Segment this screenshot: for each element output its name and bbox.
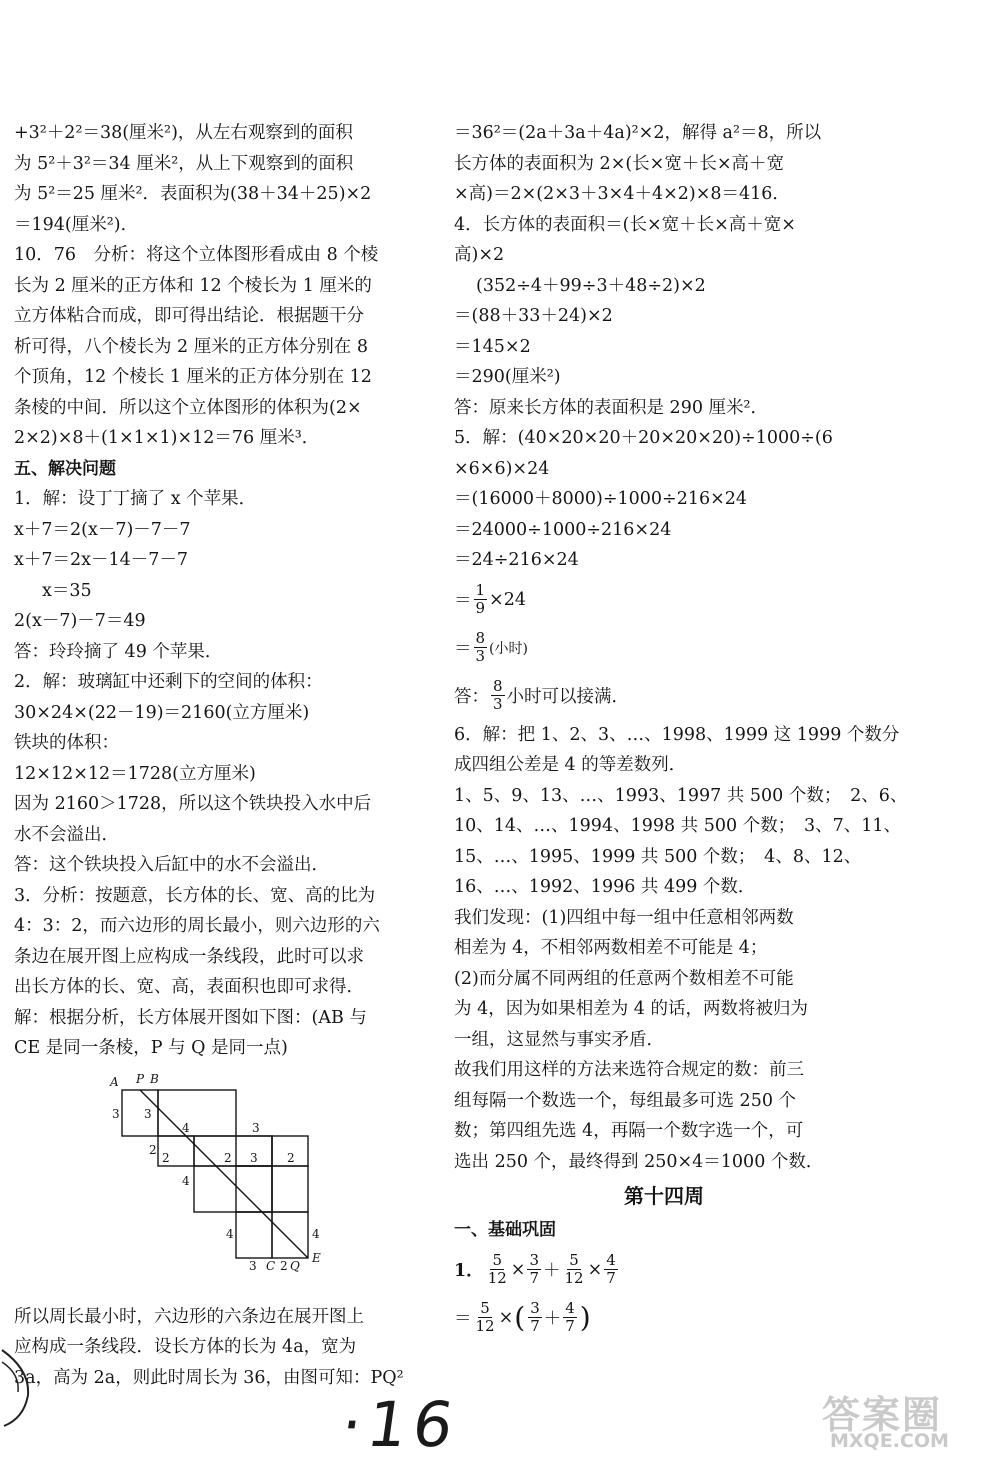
text-line: ×高)＝2×(2×3＋3×4＋4×2)×8＝416．	[454, 184, 790, 204]
denominator: 7	[529, 1269, 539, 1287]
equation-line: ＝(16000＋8000)÷1000÷216×24	[454, 489, 748, 509]
operator: ＋	[543, 1309, 562, 1329]
text-line: 因为 2160＞1728，所以这个铁块投入水中后	[14, 794, 372, 814]
operator: ×	[498, 1307, 514, 1328]
net-face	[272, 1212, 308, 1258]
label-number: 2	[162, 1150, 170, 1165]
frac-prefix: ＝	[454, 591, 472, 611]
denominator: 12	[487, 1269, 507, 1287]
net-face	[236, 1166, 272, 1212]
fraction	[474, 630, 488, 665]
question-3: 3．分析：按题意，长方体的长、宽、高的比为	[14, 885, 376, 906]
text-line: 长方体的表面积为 2×(长×宽＋长×高＋宽	[454, 153, 785, 174]
question-5: 5．解：(40×20×20＋20×20×20)÷1000÷(6	[454, 428, 833, 448]
label-number: 4	[226, 1226, 234, 1241]
net-svg	[104, 1070, 334, 1298]
text-line: 相差为 4，不相邻两数相差不可能是 4；	[454, 938, 768, 958]
text-line: ＝194(厘米²)．	[14, 214, 139, 235]
text-line: +3²＋2²＝38(厘米²)，从左右观察到的面积	[14, 123, 353, 143]
label-number: 2	[280, 1258, 288, 1273]
section-heading: 五、解决问题	[14, 458, 116, 479]
text-line: (2)而分属不同两组的任意两个数相差不可能	[454, 968, 794, 989]
equation-line: ＝290(厘米²)	[454, 367, 561, 387]
numerator: 8	[493, 677, 503, 695]
equation-line: 12×12×12＝1728(立方厘米)	[14, 763, 256, 784]
numerator: 5	[492, 1251, 502, 1269]
label-A: A	[110, 1074, 119, 1089]
diagonal-line	[140, 1090, 308, 1258]
equation-line: ＝24÷216×24	[454, 550, 579, 570]
left-column	[14, 118, 444, 1393]
answer-line: 答：玲玲摘了 49 个苹果．	[14, 641, 223, 662]
frac-prefix: 答：	[454, 687, 489, 707]
numerator: 1	[475, 581, 486, 599]
label-number: 2	[149, 1142, 157, 1157]
equation-line: x＋7＝2(x－7)－7－7	[14, 519, 191, 540]
numerator: 4	[565, 1299, 575, 1317]
text-line: 条棱的中间．所以这个立体图形的体积为(2×	[14, 397, 362, 418]
label-C: C	[266, 1258, 276, 1273]
fraction-expression	[454, 1294, 874, 1342]
text-line: 为 5²＝25 厘米²．表面积为(38＋34＋25)×2	[14, 184, 372, 204]
net-face	[236, 1212, 272, 1258]
fraction	[474, 1300, 497, 1335]
label-number: 2	[224, 1150, 232, 1165]
numerator: 3	[530, 1299, 540, 1317]
denominator: 9	[475, 599, 486, 617]
text-line: 所以周长最小时，六边形的六条边在展开图上	[14, 1306, 364, 1327]
section-heading: 一、基础巩固	[454, 1220, 556, 1240]
text-line: 长为 2 厘米的正方体和 12 个棱长为 1 厘米的	[14, 275, 372, 296]
net-face	[158, 1090, 236, 1136]
operator: ＋	[543, 1261, 561, 1281]
question-label: 1．	[454, 1261, 484, 1281]
net-face	[122, 1090, 158, 1136]
denominator: 3	[475, 647, 486, 665]
right-paren: )	[579, 1300, 591, 1334]
fraction-line	[454, 624, 874, 672]
text-line: ×6×6)×24	[454, 458, 550, 479]
text-line: 选出 250 个，最终得到 250×4＝1000 个数．	[454, 1151, 824, 1172]
text-line: 高)×2	[454, 245, 505, 265]
question-1: 1．解：设丁丁摘了 x 个苹果．	[14, 489, 257, 509]
label-number: 3	[249, 1258, 257, 1273]
denominator: 7	[606, 1269, 616, 1287]
fraction	[604, 1252, 618, 1287]
frac-suffix: (小时)	[489, 640, 528, 657]
label-number: 3	[252, 1120, 260, 1135]
fraction	[474, 582, 488, 617]
text-line: 4：3：2，而六边形的周长最小，则六边形的六	[14, 916, 380, 936]
equation-line: x＝35	[42, 580, 92, 601]
fraction-line	[454, 576, 874, 624]
text-line: 铁块的体积：	[14, 733, 119, 753]
week-title: 第十四周	[624, 1184, 704, 1208]
text-line: 个顶角，12 个棱长 1 厘米的正方体分别在 12	[14, 367, 372, 387]
fraction	[563, 1300, 577, 1335]
answer-line: 答：这个铁块投入后缸中的水不会溢出．	[14, 855, 329, 875]
text-line: 应构成一条线段．设长方体的长为 4a，宽为	[14, 1337, 357, 1357]
text-line: 16、…、1992、1996 共 499 个数．	[454, 877, 756, 897]
label-Q: Q	[290, 1258, 300, 1273]
left-paren: (	[514, 1300, 526, 1334]
equation-line: x＋7＝2x－14－7－7	[14, 550, 189, 570]
operator: ×	[510, 1259, 526, 1280]
text-line: 我们发现：(1)四组中每一组中任意相邻两数	[454, 907, 794, 928]
net-face	[194, 1166, 272, 1212]
equation-line: (352÷4＋99÷3＋48÷2)×2	[476, 275, 706, 296]
equation-line: ＝24000÷1000÷216×24	[454, 519, 672, 540]
numerator: 5	[569, 1251, 579, 1269]
label-number: 3	[144, 1106, 152, 1121]
question-2: 2．解：玻璃缸中还剩下的空间的体积：	[14, 672, 323, 692]
equation-line: 2(x－7)－7＝49	[14, 611, 146, 631]
cuboid-net-diagram	[14, 1070, 444, 1302]
text-line: 为 4，因为如果相差为 4 的话，两数将被归为	[454, 999, 808, 1019]
label-number: 3	[112, 1106, 120, 1121]
watermark-url: MXQE.COM	[830, 1430, 949, 1452]
denominator: 12	[564, 1269, 584, 1287]
frac-suffix: ×24	[489, 589, 526, 610]
question-6: 6．解：把 1、2、3、…、1998、1999 这 1999 个数分	[454, 724, 900, 745]
text-line: 水不会溢出．	[14, 824, 119, 845]
label-B: B	[150, 1071, 159, 1086]
fraction	[491, 678, 505, 713]
text-line: 2×2)×8＋(1×1×1)×12＝76 厘米³．	[14, 428, 320, 448]
label-number: 3	[250, 1150, 258, 1165]
equation-line: 30×24×(22－19)＝2160(立方厘米)	[14, 702, 310, 723]
text-line: 一组，这显然与事实矛盾．	[454, 1029, 664, 1050]
handwritten-page-number: ·16	[336, 1388, 464, 1461]
label-number: 4	[182, 1173, 190, 1188]
label-E: E	[312, 1250, 321, 1265]
right-column	[454, 118, 908, 1342]
fraction	[528, 1300, 542, 1335]
equation-line: ＝(88＋33＋24)×2	[454, 306, 613, 326]
answer-line: 答：原来长方体的表面积是 290 厘米²．	[454, 397, 769, 418]
text-line: 成四组公差是 4 的等差数列．	[454, 755, 687, 775]
equation-line: ＝145×2	[454, 336, 531, 357]
label-number: 2	[287, 1150, 295, 1165]
text-line: 解：根据分析，长方体展开图如下图：(AB 与	[14, 1007, 367, 1028]
text-line: 3a，高为 2a，则此时周长为 36，由图可知：PQ²	[14, 1367, 404, 1388]
label-number: 4	[182, 1120, 190, 1135]
numerator: 8	[475, 629, 486, 647]
frac-prefix: ＝	[454, 639, 472, 659]
denominator: 3	[493, 695, 503, 713]
fraction	[486, 1252, 509, 1287]
text-line: CE 是同一条棱，P 与 Q 是同一点)	[14, 1038, 288, 1058]
text-line: 为 5²＋3²＝34 厘米²，从上下观察到的面积	[14, 153, 354, 174]
watermark-text: 答案圈	[822, 1393, 943, 1437]
text-line: 15、…、1995、1999 共 500 个数； 4、8、12、	[454, 846, 862, 867]
watermark-logo	[822, 1384, 992, 1462]
numerator: 5	[480, 1299, 490, 1317]
numerator: 4	[606, 1251, 616, 1269]
text-line: 10、14、…、1994、1998 共 500 个数； 3、7、11、	[454, 816, 901, 836]
fraction-line	[454, 672, 874, 720]
operator: ＝	[454, 1309, 472, 1329]
denominator: 7	[530, 1317, 540, 1335]
corner-binding-mark	[0, 1340, 40, 1430]
text-line: ＝36²＝(2a＋3a＋4a)²×2，解得 a²＝8，所以	[454, 123, 822, 143]
operator: ×	[587, 1259, 603, 1280]
question-10: 10．76 分析：将这个立体图形看成由 8 个棱	[14, 245, 379, 265]
label-P: P	[136, 1071, 145, 1086]
net-face	[194, 1136, 272, 1166]
text-line: 组每隔一个数选一个，每组最多可选 250 个	[454, 1090, 797, 1111]
denominator: 7	[565, 1317, 575, 1335]
text-line: 1、5、9、13、…、1993、1997 共 500 个数； 2、6、	[454, 785, 908, 806]
text-line: 数；第四组先选 4，再隔一个数字选一个，可	[454, 1121, 804, 1141]
label-number: 4	[312, 1226, 320, 1241]
net-face	[272, 1166, 308, 1212]
text-line: 条边在展开图上应构成一条线段，此时可以求	[14, 946, 364, 967]
text-line: 故我们用这样的方法来选符合规定的数：前三	[454, 1060, 804, 1080]
fraction	[527, 1252, 541, 1287]
question-4: 4．长方体的表面积＝(长×宽＋长×高＋宽×	[454, 214, 796, 235]
frac-suffix: 小时可以接满．	[506, 687, 630, 707]
numerator: 3	[529, 1251, 539, 1269]
fraction	[563, 1252, 586, 1287]
text-line: 析可得，八个棱长为 2 厘米的正方体分别在 8	[14, 336, 368, 357]
fraction-expression	[454, 1246, 874, 1294]
denominator: 12	[475, 1317, 495, 1335]
text-line: 立方体粘合而成，即可得出结论．根据题干分	[14, 306, 364, 326]
text-line: 出长方体的长、宽、高，表面积也即可求得．	[14, 977, 364, 997]
